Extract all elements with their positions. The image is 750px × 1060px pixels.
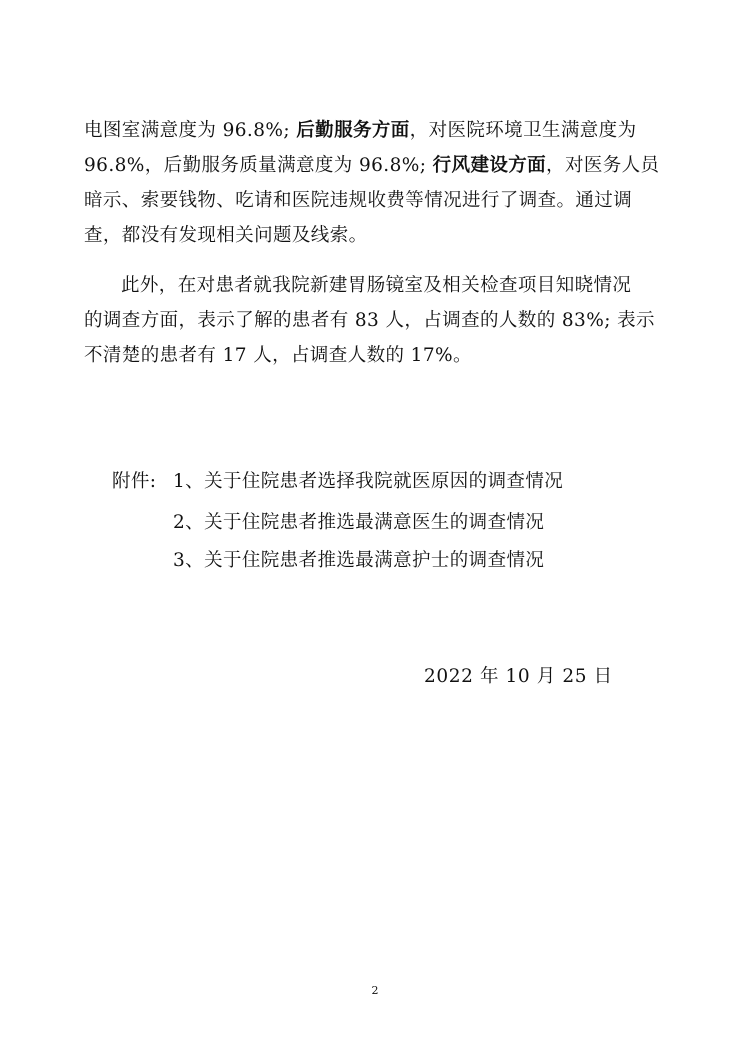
paragraph-1-line-3: 暗示、索要钱物、吃请和医院违规收费等情况进行了调查。通过调 — [84, 190, 633, 211]
attachment-item: 3、关于住院患者推选最满意护士的调查情况 — [173, 550, 545, 571]
text-fragment: ，对医务人员 — [546, 155, 660, 176]
attachment-item: 1、关于住院患者选择我院就医原因的调查情况 — [173, 471, 564, 492]
paragraph-1-line-2 — [84, 151, 659, 181]
section-heading-conduct: 行风建设方面 — [432, 155, 547, 176]
paragraph-2-line-2: 的调查方面，表示了解的患者有 83 人，占调查的人数的 83%; 表示 — [84, 310, 655, 331]
text-fragment: ，对医院环境卫生满意度为 — [409, 120, 637, 141]
paragraph-1-line-1 — [84, 116, 636, 146]
paragraph-2-line-3: 不清楚的患者有 17 人，占调查人数的 17%。 — [84, 345, 472, 366]
page-number: 2 — [371, 984, 379, 997]
section-heading-logistics: 后勤服务方面 — [296, 120, 410, 141]
document-date: 2022 年 10 月 25 日 — [424, 666, 613, 687]
text-fragment: 电图室满意度为 96.8%; — [84, 120, 297, 141]
paragraph-1-line-4: 查，都没有发现相关问题及线索。 — [84, 225, 368, 246]
attachments-label: 附件: — [112, 471, 157, 492]
text-fragment: 96.8%，后勤服务质量满意度为 96.8%; — [84, 155, 433, 176]
attachment-item: 2、关于住院患者推选最满意医生的调查情况 — [173, 512, 545, 533]
paragraph-2-line-1: 此外，在对患者就我院新建胃肠镜室及相关检查项目知晓情况 — [121, 275, 632, 296]
